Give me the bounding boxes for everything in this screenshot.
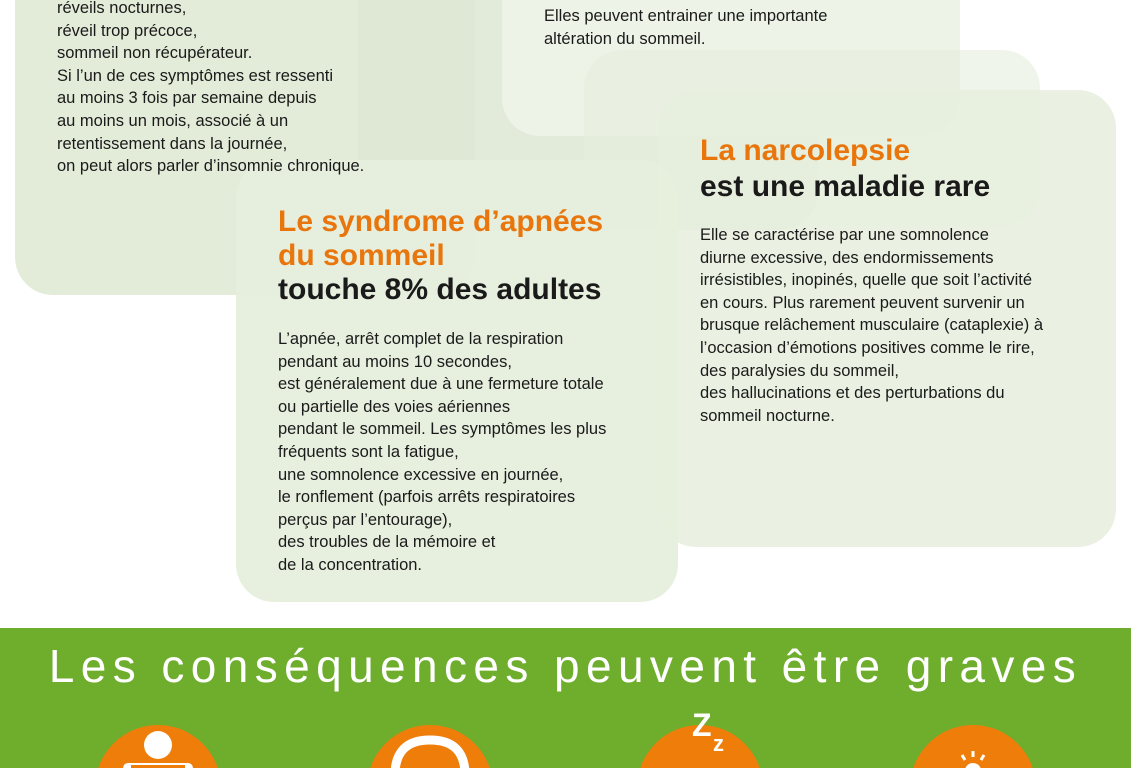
apnea-title: Le syndrome d’apnées du sommeil — [278, 205, 604, 272]
top-right-body-text: Elles peuvent entrainer une importante altération du sommeil. — [544, 7, 828, 48]
consequences-title: Les conséquences peuvent être graves — [48, 640, 1083, 692]
consequences-band — [0, 628, 1131, 768]
narcolepsy-body-text: Elle se caractérise par une somnolence diurne excessive, des endormissements irrésistibles, inopinés, quelle que soit l’activité en cours. Plus rarement peuvent survenir un brusque relâchement musculaire (cataplexie) à l’occasion d’émotions positives comme le rire, des paralysies du sommeil, des hallucinations et des perturbations du sommeil nocturne. — [700, 226, 1044, 425]
apnea-body-text: L’apnée, arrêt complet de la respiration pendant au moins 10 secondes, est généralement due à une fermeture totale ou partielle des voies aériennes pendant le sommeil. Les symptômes les plus fréquents sont la fatigue, une somnolence excessive en journée, le ronflement (parfois arrêts respiratoires perçus par l’entourage), des troubles de la mémoire et de la concentration. — [278, 330, 607, 574]
person-at-desk-icon — [95, 725, 221, 768]
alarm-light-icon — [910, 725, 1036, 768]
sleep-z-large-glyph: Z — [692, 707, 712, 743]
helmet-icon — [367, 725, 493, 768]
apnea-subtitle: touche 8% des adultes — [278, 273, 602, 306]
insomnia-body-text: réveils nocturnes, réveil trop précoce, sommeil non récupérateur. Si l’un de ces symptômes est ressenti au moins 3 fois par semaine depuis au moins un mois, associé à un retentissement dans la journée, on peut alors parler d’insomnie chronique. — [57, 0, 365, 176]
narcolepsy-title: La narcolepsie — [700, 134, 911, 167]
narcolepsy-subtitle: est une maladie rare — [700, 170, 991, 203]
sleep-z-small-glyph: z — [713, 731, 724, 756]
